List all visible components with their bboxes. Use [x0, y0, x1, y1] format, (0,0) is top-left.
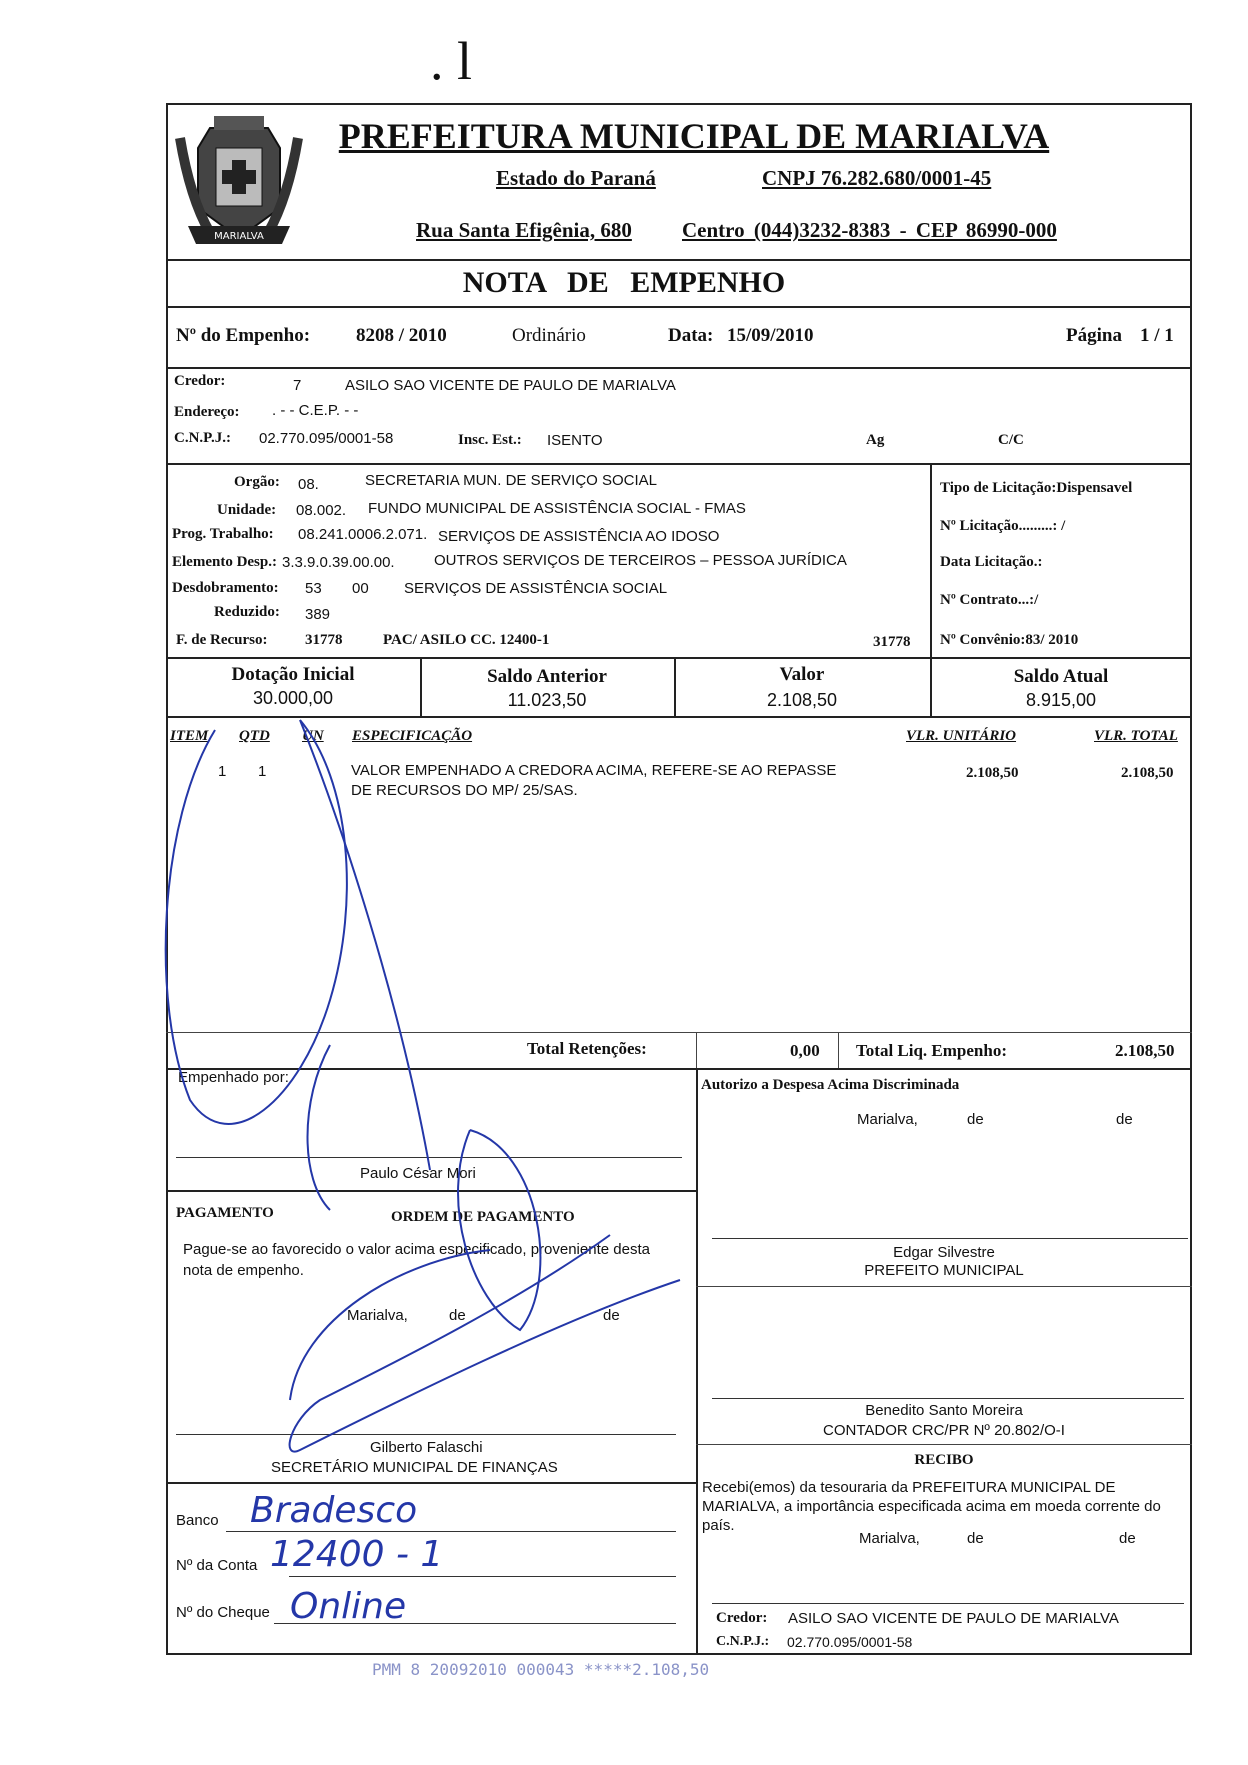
orgao-name: SECRETARIA MUN. DE SERVIÇO SOCIAL [365, 472, 658, 489]
cheque-value: Online [290, 1586, 407, 1627]
retencoes-label: Total Retenções: [527, 1039, 647, 1058]
atual-label: Saldo Atual [1013, 666, 1109, 687]
recibo-de1: de [967, 1530, 984, 1547]
desd-sub: 00 [352, 580, 369, 597]
row-total: 2.108,50 [1121, 765, 1174, 781]
cnpj-header: CNPJ 76.282.680/0001-45 [762, 166, 992, 190]
orgao-code: 08. [298, 476, 319, 493]
cc-label: C/C [998, 432, 1024, 448]
prog-label: Prog. Trabalho: [172, 526, 274, 542]
recurso-label: F. de Recurso: [176, 632, 268, 648]
prog-name: SERVIÇOS DE ASSISTÊNCIA AO IDOSO [438, 528, 720, 545]
recibo-de2: de [1119, 1530, 1136, 1547]
ag-label: Ag [866, 432, 885, 448]
tipo-licitacao: Tipo de Licitação:Dispensavel [940, 480, 1133, 496]
ordem-label: ORDEM DE PAGAMENTO [391, 1209, 575, 1225]
recurso-code: 31778 [305, 632, 343, 648]
empenho-number: 8208 / 2010 [356, 325, 447, 346]
reduzido-value: 389 [305, 606, 331, 623]
contrato: Nº Contrato...:/ [940, 592, 1039, 608]
pagamento-text2: nota de empenho. [183, 1262, 304, 1279]
credor-name: ASILO SAO VICENTE DE PAULO DE MARIALVA [345, 377, 676, 394]
autorizo-label: Autorizo a Despesa Acima Discriminada [701, 1077, 960, 1093]
recibo-city: Marialva, [859, 1530, 920, 1547]
valor-label: Valor [779, 664, 825, 685]
recurso-name: PAC/ ASILO CC. 12400-1 [383, 632, 550, 648]
elem-name: OUTROS SERVIÇOS DE TERCEIROS – PESSOA JURÍDICA [434, 552, 847, 569]
row-spec-line1: VALOR EMPENHADO A CREDORA ACIMA, REFERE-SE AO REPASSE [351, 762, 837, 779]
unidade-label: Unidade: [217, 502, 277, 518]
row-unit: 2.108,50 [966, 765, 1019, 781]
dotacao-value: 30.000,00 [252, 688, 334, 708]
reduzido-label: Reduzido: [214, 604, 280, 620]
empenhado-signer: Paulo César Mori [360, 1165, 476, 1182]
convenio: Nº Convênio:83/ 2010 [940, 632, 1079, 648]
top-mark: . l [430, 31, 473, 91]
autorizo-city: Marialva, [857, 1111, 918, 1128]
autorizo-de2: de [1116, 1111, 1133, 1128]
col-item: ITEM [170, 728, 209, 744]
pagamento-city: Marialva, [347, 1307, 408, 1324]
recibo-label: RECIBO [914, 1452, 974, 1468]
empenhado-label: Empenhado por: [178, 1069, 289, 1086]
pagamento-de1: de [449, 1307, 466, 1324]
pen-signature [290, 1250, 490, 1400]
date-label: Data: [668, 325, 714, 346]
orgao-label: Orgão: [234, 474, 280, 490]
recibo-cnpj: 02.770.095/0001-58 [787, 1634, 913, 1650]
recibo-text3: país. [702, 1517, 735, 1534]
banco-label: Banco [176, 1512, 219, 1529]
contact-header: Centro (044)3232-8383 - CEP 86990-000 [682, 218, 1057, 242]
pen-signature [290, 1235, 680, 1452]
pen-signature [300, 720, 430, 1170]
anterior-label: Saldo Anterior [487, 666, 607, 687]
recurso-right: 31778 [873, 634, 911, 650]
prog-code: 08.241.0006.2.071. [298, 526, 428, 543]
empenho-type: Ordinário [512, 325, 586, 346]
valor-value: 2.108,50 [766, 690, 838, 710]
elem-code: 3.3.9.0.39.00.00. [282, 554, 395, 571]
page-title: PREFEITURA MUNICIPAL DE MARIALVA [338, 116, 1050, 156]
anterior-value: 11.023,50 [507, 690, 587, 710]
pagamento-text1: Pague-se ao favorecido o valor acima especificado, proveniente desta [183, 1241, 650, 1258]
contador-role: CONTADOR CRC/PR Nº 20.802/O-I [823, 1422, 1065, 1439]
autorizo-signer: Edgar Silvestre [893, 1244, 995, 1261]
liq-value: 2.108,50 [1115, 1041, 1175, 1060]
recibo-text1: Recebi(emos) da tesouraria da PREFEITURA MUNICIPAL DE [702, 1479, 1116, 1496]
col-un: UN [302, 728, 324, 744]
pagamento-de2: de [603, 1307, 620, 1324]
pen-signature [458, 1130, 540, 1330]
recibo-credor: ASILO SAO VICENTE DE PAULO DE MARIALVA [788, 1610, 1119, 1627]
autorizo-de1: de [967, 1111, 984, 1128]
recibo-credor-label: Credor: [716, 1610, 768, 1626]
state-label: Estado do Paraná [496, 166, 656, 190]
row-qtd: 1 [258, 763, 267, 780]
col-total: VLR. TOTAL [1094, 728, 1178, 744]
numero-licitacao: Nº Licitação.........: / [940, 518, 1066, 534]
recibo-cnpj-label: C.N.P.J.: [716, 1634, 770, 1649]
elem-label: Elemento Desp.: [172, 554, 277, 570]
desd-label: Desdobramento: [172, 580, 279, 596]
data-licitacao: Data Licitação.: [940, 554, 1043, 570]
unidade-code: 08.002. [296, 502, 347, 519]
pagamento-label: PAGAMENTO [176, 1205, 274, 1221]
atual-value: 8.915,00 [1025, 690, 1097, 710]
retencoes-value: 0,00 [790, 1041, 820, 1060]
conta-value: 12400 - 1 [270, 1534, 444, 1575]
empenho-number-label: Nº do Empenho: [176, 325, 311, 346]
pen-signature [308, 1045, 331, 1210]
contador-signer: Benedito Santo Moreira [865, 1402, 1023, 1419]
empenho-date: 15/09/2010 [727, 325, 814, 346]
desd-name: SERVIÇOS DE ASSISTÊNCIA SOCIAL [404, 580, 668, 597]
liq-label: Total Liq. Empenho: [856, 1041, 1007, 1060]
recibo-text2: MARIALVA, a importância especificada acima em moeda corrente do [702, 1498, 1161, 1515]
credor-insc: ISENTO [547, 432, 603, 449]
crest-text: MARIALVA [214, 231, 264, 242]
dotacao-label: Dotação Inicial [231, 664, 355, 685]
row-spec-line2: DE RECURSOS DO MP/ 25/SAS. [351, 782, 578, 799]
conta-label: Nº da Conta [176, 1557, 258, 1574]
page-label: Página [1066, 325, 1122, 346]
credor-code: 7 [293, 377, 302, 394]
address-label: Endereço: [174, 404, 240, 420]
doc-title: NOTA DE EMPENHO [462, 266, 786, 299]
pagamento-signer: Gilberto Falaschi [370, 1439, 483, 1456]
banco-value: Bradesco [250, 1490, 418, 1531]
cheque-label: Nº do Cheque [176, 1604, 270, 1621]
credor-cnpj: 02.770.095/0001-58 [259, 430, 394, 447]
page-number: 1 / 1 [1140, 325, 1174, 346]
machine-stamp: PMM 8 20092010 000043 *****2.108,50 [372, 1660, 710, 1679]
row-item: 1 [218, 763, 227, 780]
col-spec: ESPECIFICAÇÃO [352, 728, 473, 744]
pagamento-role: SECRETÁRIO MUNICIPAL DE FINANÇAS [271, 1459, 558, 1476]
col-unit: VLR. UNITÁRIO [906, 728, 1017, 744]
cnpj-label: C.N.P.J.: [174, 430, 231, 446]
address-header: Rua Santa Efigênia, 680 [416, 218, 632, 242]
credor-address: . - - C.E.P. - - [272, 402, 359, 419]
unidade-name: FUNDO MUNICIPAL DE ASSISTÊNCIA SOCIAL - FMAS [368, 500, 746, 517]
pen-signature [166, 720, 347, 1124]
autorizo-role: PREFEITO MUNICIPAL [864, 1262, 1024, 1279]
desd-code: 53 [305, 580, 322, 597]
insc-label: Insc. Est.: [458, 432, 522, 448]
col-qtd: QTD [239, 728, 270, 744]
credor-label: Credor: [174, 373, 226, 389]
